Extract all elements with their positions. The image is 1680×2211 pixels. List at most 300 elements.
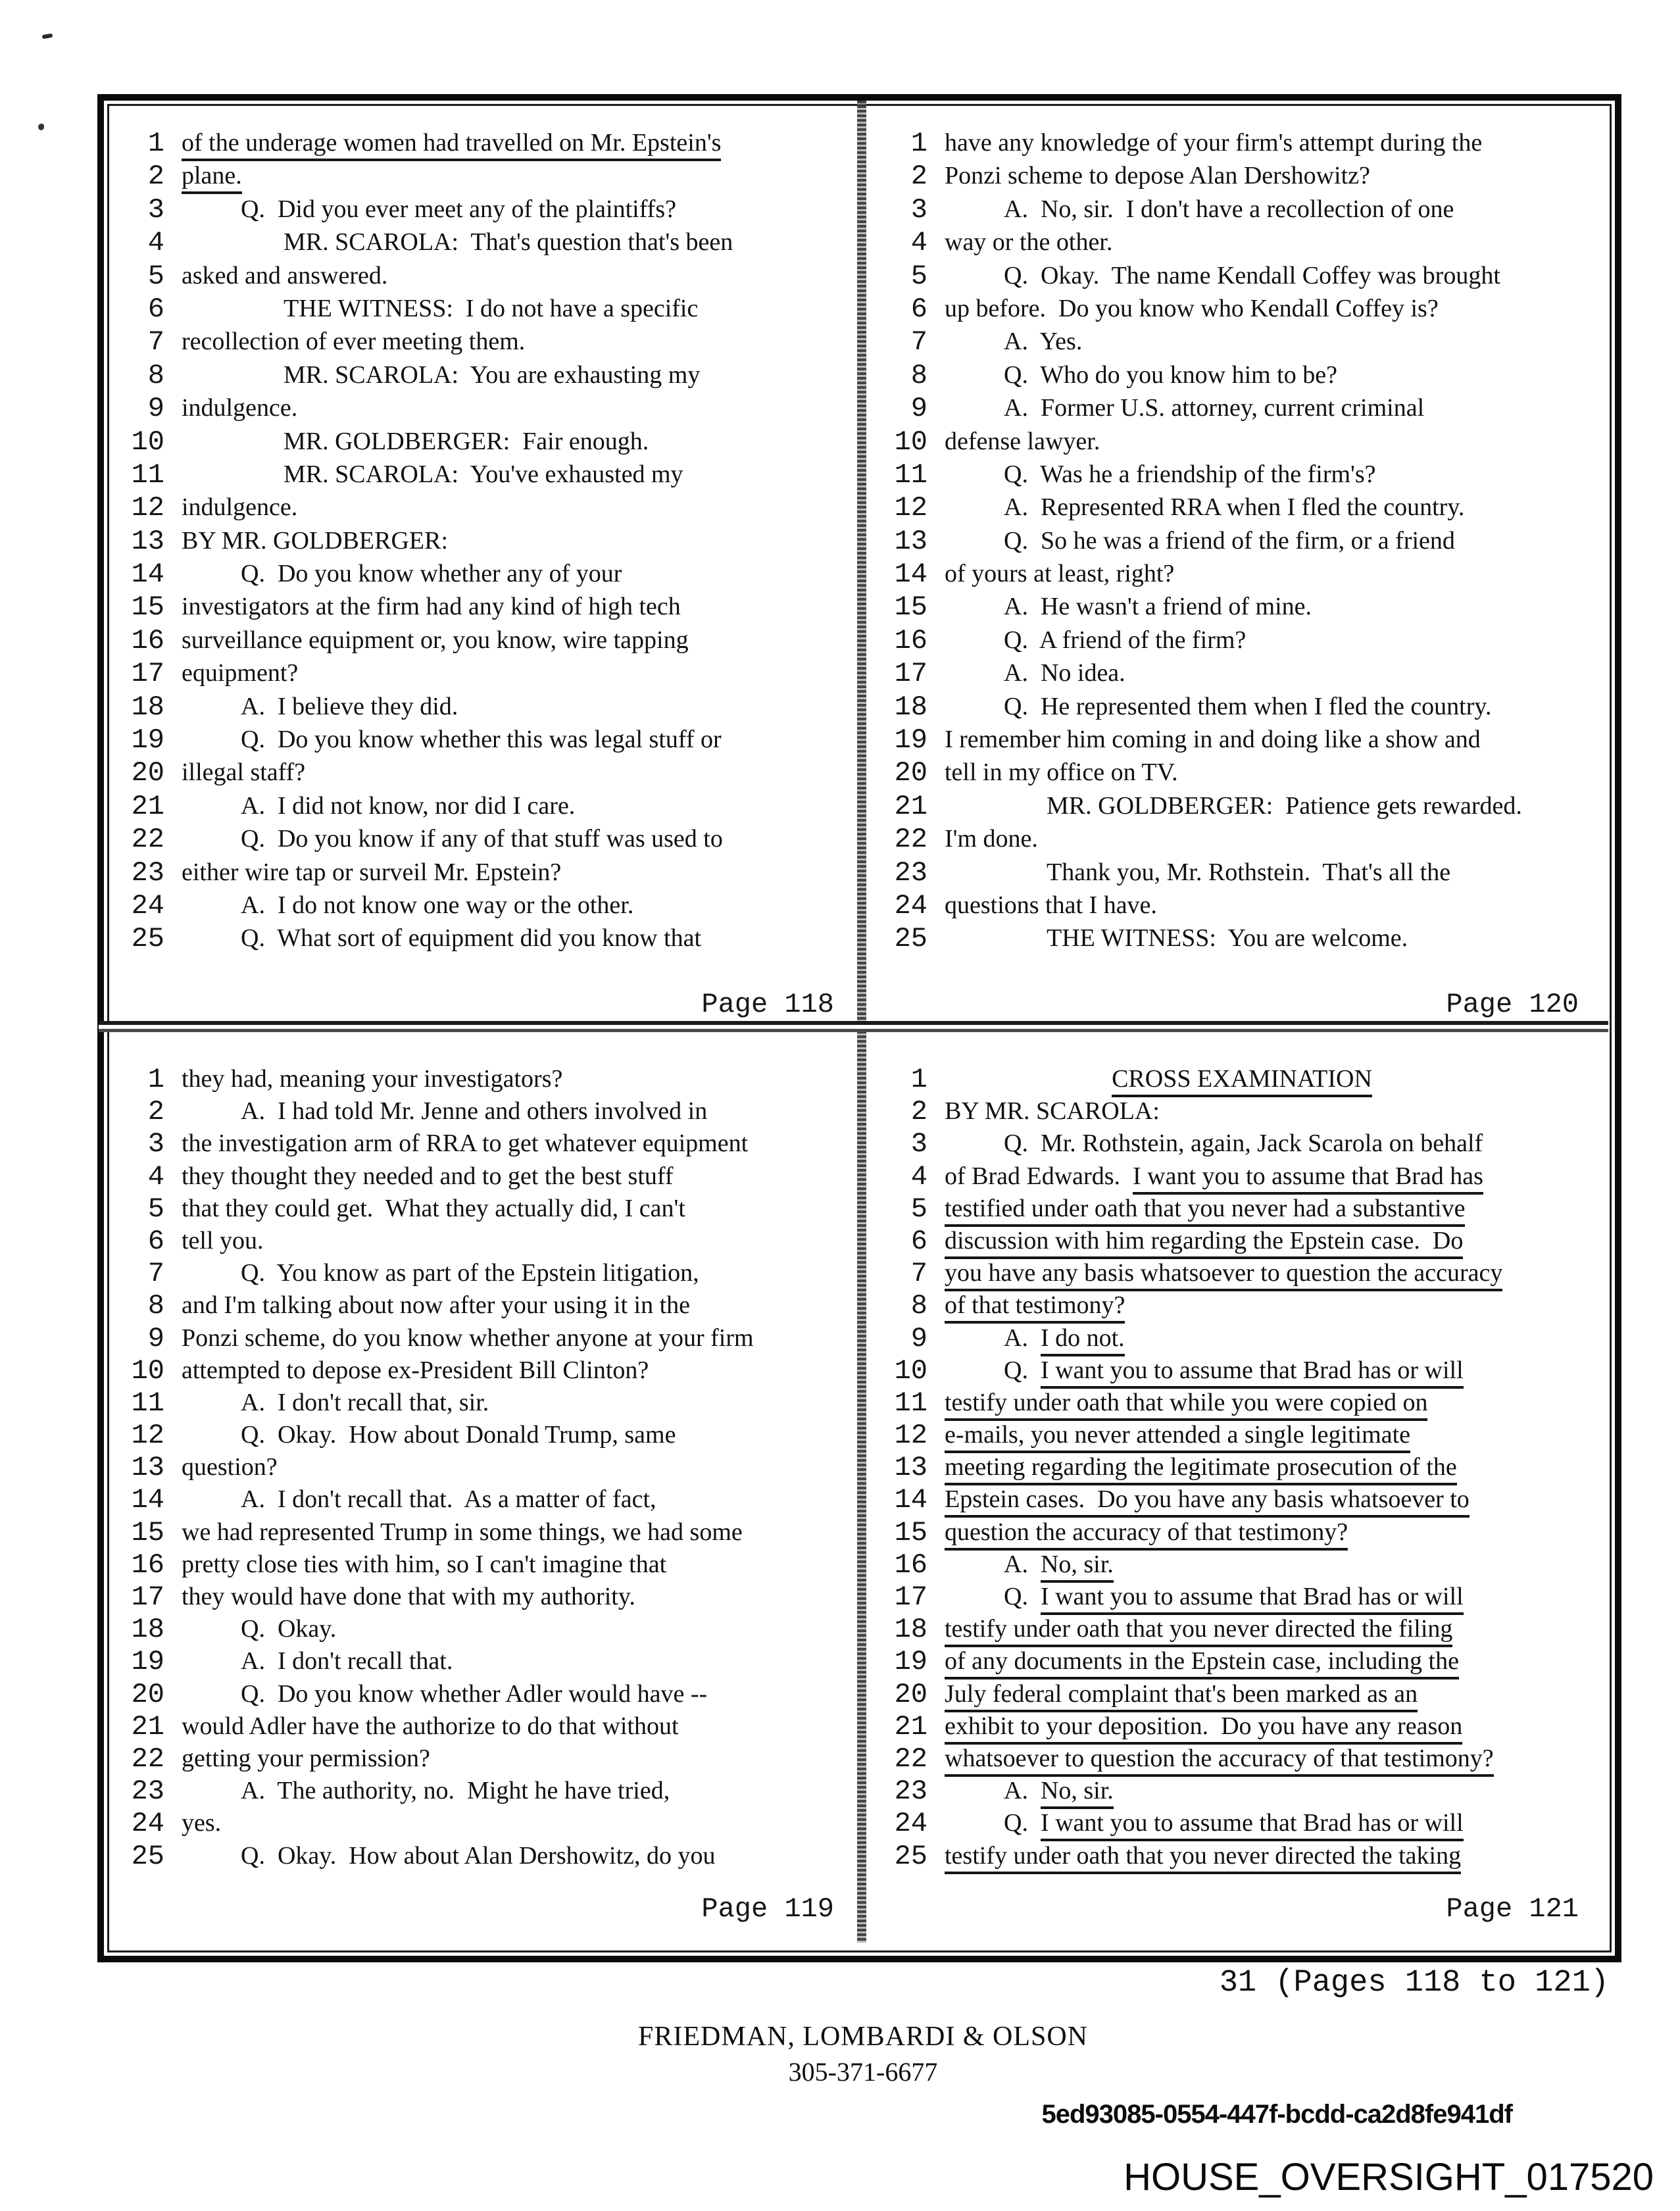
text-segment: indulgence. bbox=[182, 493, 298, 522]
line-text bbox=[945, 1358, 1598, 1383]
line-number: 12 bbox=[894, 492, 927, 524]
line-number: 9 bbox=[147, 1322, 164, 1354]
line-number: 17 bbox=[131, 1581, 164, 1613]
text-segment: THE WITNESS: I do not have a specific bbox=[284, 294, 699, 322]
line-number: 18 bbox=[894, 691, 927, 723]
line-text bbox=[945, 594, 1598, 619]
line-text bbox=[945, 1810, 1598, 1835]
underlined-text: No, sir. bbox=[1041, 1777, 1114, 1809]
transcript-line bbox=[107, 624, 854, 660]
transcript-line bbox=[107, 1583, 854, 1616]
line-text bbox=[182, 893, 854, 918]
line-text bbox=[182, 1228, 854, 1253]
line-number: 24 bbox=[894, 889, 927, 922]
line-number: 20 bbox=[894, 757, 927, 789]
line-text bbox=[945, 1131, 1598, 1156]
line-number: 1 bbox=[910, 128, 927, 159]
line-number: 8 bbox=[910, 359, 927, 391]
line-text bbox=[182, 1649, 854, 1674]
text-segment: Ponzi scheme, do you know whether anyone at your firm bbox=[182, 1324, 754, 1352]
line-number: 12 bbox=[894, 1420, 927, 1452]
line-number: 6 bbox=[147, 1225, 164, 1257]
transcript-line bbox=[870, 1616, 1598, 1648]
transcript-line bbox=[107, 328, 854, 361]
line-number: 9 bbox=[147, 393, 164, 425]
text-segment: would Adler have the authorize to do that without bbox=[182, 1712, 679, 1740]
text-segment: Q. Okay. How about Donald Trump, same bbox=[241, 1421, 676, 1449]
text-segment: A. I do not know one way or the other. bbox=[241, 891, 634, 919]
transcript-line bbox=[870, 624, 1598, 660]
line-text bbox=[182, 826, 854, 851]
transcript-line bbox=[107, 790, 854, 826]
page-label: Page 121 bbox=[1446, 1893, 1579, 1925]
text-segment: Q. A friend of the firm? bbox=[1004, 626, 1247, 654]
line-text bbox=[945, 1616, 1598, 1641]
text-segment: they thought they needed and to get the best stuff bbox=[182, 1162, 674, 1190]
transcript-line bbox=[107, 1322, 854, 1357]
line-text bbox=[945, 230, 1598, 255]
text-segment: way or the other. bbox=[945, 228, 1113, 257]
text-segment: they had, meaning your investigators? bbox=[182, 1065, 563, 1093]
transcript-line bbox=[870, 130, 1598, 162]
line-text bbox=[182, 793, 854, 818]
text-segment: Q. Do you know whether Adler would have -- bbox=[241, 1679, 708, 1708]
line-number: 15 bbox=[131, 591, 164, 624]
line-number: 19 bbox=[131, 724, 164, 757]
text-segment: tell you. bbox=[182, 1226, 264, 1255]
transcript-line bbox=[870, 1422, 1598, 1454]
transcript-line bbox=[107, 726, 854, 759]
line-number: 7 bbox=[147, 1258, 164, 1290]
line-number: 12 bbox=[131, 1420, 164, 1452]
transcript-line bbox=[107, 1616, 854, 1648]
text-segment: defense lawyer. bbox=[945, 427, 1100, 455]
underlined-text: testify under oath that while you were copied on bbox=[945, 1389, 1427, 1421]
underlined-text: I do not. bbox=[1041, 1324, 1125, 1356]
line-text bbox=[945, 263, 1598, 288]
line-text bbox=[945, 462, 1598, 487]
transcript-line bbox=[870, 790, 1598, 826]
line-text bbox=[182, 1778, 854, 1803]
line-text bbox=[182, 1326, 854, 1351]
page-label: Page 120 bbox=[1446, 988, 1579, 1020]
transcript-line bbox=[870, 1710, 1598, 1745]
text-segment: and I'm talking about now after your using it in the bbox=[182, 1291, 691, 1320]
pages-range-label: 31 (Pages 118 to 121) bbox=[1219, 1966, 1609, 2000]
line-text bbox=[945, 362, 1598, 387]
transcript-line bbox=[870, 1486, 1598, 1518]
line-number: 24 bbox=[894, 1808, 927, 1840]
transcript-line bbox=[870, 494, 1598, 527]
transcript-line bbox=[107, 925, 854, 958]
underlined-text: July federal complaint that's been marked as an bbox=[945, 1680, 1418, 1712]
transcript-line bbox=[107, 1454, 854, 1486]
transcript-line bbox=[870, 1840, 1598, 1875]
court-reporter-firm: FRIEDMAN, LOMBARDI & OLSON bbox=[637, 2022, 1089, 2052]
text-segment: have any knowledge of your firm's attempt during the bbox=[945, 129, 1483, 157]
line-text bbox=[182, 130, 854, 155]
line-number: 17 bbox=[131, 658, 164, 690]
line-text bbox=[182, 926, 854, 951]
transcript-line bbox=[870, 593, 1598, 626]
line-number: 6 bbox=[910, 1225, 927, 1257]
line-number: 2 bbox=[910, 1096, 927, 1128]
court-reporter-phone: 305-371-6677 bbox=[788, 2057, 938, 2087]
underlined-text: question the accuracy of that testimony? bbox=[945, 1518, 1348, 1551]
line-text bbox=[945, 197, 1598, 222]
line-text bbox=[182, 727, 854, 752]
transcript-line bbox=[107, 1292, 854, 1324]
text-segment: Q. Okay. bbox=[241, 1615, 337, 1643]
transcript-line bbox=[107, 1422, 854, 1454]
text-segment: Q. Was he a friendship of the firm's? bbox=[1004, 460, 1376, 488]
transcript-line bbox=[870, 560, 1598, 593]
transcript-line bbox=[870, 1583, 1598, 1616]
text-segment: A. I had told Mr. Jenne and others involved in bbox=[241, 1097, 708, 1126]
transcript-line bbox=[870, 461, 1598, 494]
transcript-line bbox=[870, 193, 1598, 229]
line-number: 20 bbox=[131, 1678, 164, 1710]
underlined-text: meeting regarding the legitimate prosecution of the bbox=[945, 1453, 1457, 1485]
underlined-text: No, sir. bbox=[1041, 1551, 1114, 1583]
line-number: 19 bbox=[131, 1646, 164, 1678]
transcript-line bbox=[870, 859, 1598, 892]
underlined-text: I want you to assume that Brad has or will bbox=[1041, 1356, 1464, 1389]
text-segment: A. No idea. bbox=[1004, 659, 1125, 687]
line-text bbox=[182, 1487, 854, 1512]
underlined-text: of that testimony? bbox=[945, 1291, 1125, 1324]
text-segment: A. bbox=[1004, 1777, 1041, 1805]
transcript-line bbox=[870, 826, 1598, 858]
line-number: 3 bbox=[910, 1128, 927, 1160]
text-segment: illegal staff? bbox=[182, 758, 306, 787]
line-number: 16 bbox=[894, 1549, 927, 1581]
line-number: 25 bbox=[131, 1840, 164, 1872]
line-text bbox=[182, 1616, 854, 1641]
transcript-line bbox=[107, 560, 854, 593]
line-text bbox=[945, 694, 1598, 719]
line-text bbox=[182, 1358, 854, 1383]
transcript-line bbox=[107, 1130, 854, 1162]
text-segment: A. I don't recall that. As a matter of fact, bbox=[241, 1485, 656, 1514]
transcript-line bbox=[870, 1810, 1598, 1842]
transcript-line bbox=[107, 1777, 854, 1810]
transcript-line bbox=[870, 726, 1598, 759]
transcript-line bbox=[870, 660, 1598, 693]
transcript-line bbox=[870, 1292, 1598, 1324]
line-text bbox=[182, 1260, 854, 1285]
line-number: 21 bbox=[894, 1710, 927, 1743]
transcript-line bbox=[870, 1066, 1598, 1098]
underlined-text: whatsoever to question the accuracy of that testimony? bbox=[945, 1745, 1494, 1777]
line-text bbox=[182, 1066, 854, 1091]
transcript-line bbox=[107, 1160, 854, 1195]
scan-artifact bbox=[38, 124, 44, 130]
line-text bbox=[945, 1164, 1598, 1189]
text-segment: BY MR. SCAROLA: bbox=[945, 1097, 1160, 1126]
text-segment: Q. bbox=[1004, 1583, 1041, 1610]
transcript-line bbox=[107, 295, 854, 328]
line-text bbox=[945, 1422, 1598, 1447]
underlined-text: Epstein cases. Do you have any basis whatsoever to bbox=[945, 1485, 1470, 1518]
text-segment: they would have done that with my authority. bbox=[182, 1583, 635, 1610]
transcript-line bbox=[107, 229, 854, 262]
line-number: 9 bbox=[910, 1322, 927, 1354]
text-segment: the investigation arm of RRA to get whatever equipment bbox=[182, 1130, 749, 1158]
line-number: 22 bbox=[131, 1743, 164, 1775]
line-number: 11 bbox=[131, 1387, 164, 1419]
transcript-line bbox=[107, 1810, 854, 1842]
line-number: 8 bbox=[147, 1290, 164, 1322]
transcript-lines bbox=[870, 130, 1598, 958]
text-segment: Q. He represented them when I fled the country. bbox=[1004, 692, 1492, 720]
page-label: Page 118 bbox=[701, 988, 834, 1020]
transcript-line bbox=[870, 693, 1598, 726]
transcript-line bbox=[870, 1260, 1598, 1292]
line-text bbox=[945, 1196, 1598, 1221]
transcript-line bbox=[870, 1678, 1598, 1713]
text-segment: A. I believe they did. bbox=[241, 692, 458, 720]
line-text bbox=[945, 1487, 1598, 1512]
transcript-page-118 bbox=[107, 102, 854, 1047]
line-number: 5 bbox=[910, 260, 927, 292]
transcript-line bbox=[870, 1551, 1598, 1583]
line-number: 19 bbox=[894, 1646, 927, 1678]
page-label: Page 119 bbox=[701, 1893, 834, 1925]
line-text bbox=[945, 429, 1598, 454]
text-segment: asked and answered. bbox=[182, 261, 388, 289]
line-number: 3 bbox=[147, 1128, 164, 1160]
line-text bbox=[945, 1454, 1598, 1479]
text-segment: Q. bbox=[1004, 1809, 1041, 1837]
line-number: 23 bbox=[131, 1776, 164, 1808]
line-number: 17 bbox=[894, 1581, 927, 1613]
transcript-line bbox=[107, 1516, 854, 1551]
text-segment: recollection of ever meeting them. bbox=[182, 328, 526, 356]
line-text bbox=[182, 561, 854, 586]
line-number: 24 bbox=[131, 1808, 164, 1840]
line-number: 1 bbox=[147, 128, 164, 159]
transcript-line bbox=[107, 162, 854, 195]
line-text bbox=[945, 1293, 1598, 1318]
text-segment: tell in my office on TV. bbox=[945, 758, 1178, 787]
line-text bbox=[182, 362, 854, 387]
line-text bbox=[945, 1778, 1598, 1803]
underlined-text: of any documents in the Epstein case, including the bbox=[945, 1647, 1459, 1679]
transcript-line bbox=[107, 1225, 854, 1260]
line-number: 15 bbox=[894, 1516, 927, 1549]
line-text bbox=[182, 1746, 854, 1771]
line-text bbox=[945, 727, 1598, 752]
line-text bbox=[945, 1552, 1598, 1577]
line-text bbox=[182, 395, 854, 420]
line-text bbox=[182, 660, 854, 685]
transcript-line bbox=[870, 359, 1598, 395]
line-number: 7 bbox=[910, 1258, 927, 1290]
line-number: 12 bbox=[131, 492, 164, 524]
text-segment: up before. Do you know who Kendall Coffey is? bbox=[945, 294, 1439, 322]
transcript-line bbox=[107, 1260, 854, 1292]
line-number: 13 bbox=[131, 1452, 164, 1484]
line-number: 22 bbox=[131, 824, 164, 856]
text-segment: Q. Do you know whether any of your bbox=[241, 560, 622, 588]
line-text bbox=[945, 1326, 1598, 1351]
line-text bbox=[182, 263, 854, 288]
line-text bbox=[945, 296, 1598, 321]
underlined-text: of the underage women had travelled on Mr. Epstein's bbox=[182, 129, 721, 161]
line-number: 13 bbox=[894, 525, 927, 557]
line-text bbox=[945, 495, 1598, 520]
line-number: 11 bbox=[894, 1387, 927, 1419]
line-text bbox=[945, 1390, 1598, 1415]
line-text bbox=[182, 495, 854, 520]
line-number: 3 bbox=[147, 193, 164, 226]
text-segment: Q. Mr. Rothstein, again, Jack Scarola on behalf bbox=[1004, 1130, 1483, 1158]
text-segment: of yours at least, right? bbox=[945, 560, 1175, 588]
text-segment: Q. So he was a friend of the firm, or a friend bbox=[1004, 526, 1455, 555]
text-segment: of Brad Edwards. bbox=[945, 1162, 1133, 1190]
transcript-line bbox=[870, 1195, 1598, 1228]
line-text bbox=[945, 163, 1598, 188]
line-number: 10 bbox=[131, 1354, 164, 1387]
text-segment: yes. bbox=[182, 1809, 222, 1837]
underlined-text: testified under oath that you never had a substantive bbox=[945, 1195, 1465, 1227]
line-number: 14 bbox=[131, 1484, 164, 1516]
line-text bbox=[182, 1681, 854, 1706]
text-segment: Q. Did you ever meet any of the plaintiffs? bbox=[241, 195, 676, 223]
line-number: 15 bbox=[131, 1516, 164, 1549]
transcript-line bbox=[870, 759, 1598, 792]
underlined-text: CROSS EXAMINATION bbox=[1112, 1065, 1372, 1097]
line-text bbox=[182, 429, 854, 454]
transcript-lines bbox=[870, 1066, 1598, 1875]
text-segment: A. Represented RRA when I fled the country. bbox=[1004, 493, 1465, 522]
line-number: 16 bbox=[894, 624, 927, 657]
scan-artifact bbox=[42, 34, 53, 39]
line-number: 6 bbox=[147, 293, 164, 325]
transcript-line bbox=[870, 1130, 1598, 1162]
bates-number: HOUSE_OVERSIGHT_017520 bbox=[1124, 2156, 1654, 2199]
line-number: 10 bbox=[894, 426, 927, 458]
transcript-line bbox=[870, 1225, 1598, 1260]
line-text bbox=[945, 1843, 1598, 1868]
line-text bbox=[182, 1584, 854, 1609]
line-text bbox=[182, 1422, 854, 1447]
line-number: 2 bbox=[147, 161, 164, 193]
line-text bbox=[182, 1552, 854, 1577]
text-segment: Ponzi scheme to depose Alan Dershowitz? bbox=[945, 162, 1370, 190]
line-text bbox=[182, 296, 854, 321]
line-text bbox=[182, 694, 854, 719]
line-text bbox=[182, 1714, 854, 1739]
line-number: 2 bbox=[147, 1096, 164, 1128]
line-number: 1 bbox=[147, 1064, 164, 1095]
line-text bbox=[182, 230, 854, 255]
line-text bbox=[945, 1099, 1598, 1124]
line-text bbox=[182, 163, 854, 188]
line-number: 13 bbox=[131, 525, 164, 557]
line-text bbox=[945, 1584, 1598, 1609]
line-number: 18 bbox=[131, 691, 164, 723]
underlined-text: you have any basis whatsoever to question the accuracy bbox=[945, 1259, 1502, 1291]
line-number: 10 bbox=[894, 1354, 927, 1387]
line-number: 4 bbox=[910, 227, 927, 259]
transcript-line bbox=[870, 162, 1598, 195]
transcript-line bbox=[107, 494, 854, 527]
text-segment: THE WITNESS: You are welcome. bbox=[1047, 924, 1408, 953]
line-number: 23 bbox=[894, 857, 927, 889]
transcript-line bbox=[870, 1354, 1598, 1389]
line-number: 11 bbox=[894, 459, 927, 491]
text-segment: Thank you, Mr. Rothstein. That's all the bbox=[1047, 858, 1451, 886]
transcript-line bbox=[870, 1322, 1598, 1357]
line-number: 8 bbox=[910, 1290, 927, 1322]
text-segment: MR. SCAROLA: You've exhausted my bbox=[284, 460, 683, 488]
text-segment: Q. bbox=[1004, 1356, 1041, 1384]
transcript-page-119 bbox=[107, 1037, 854, 1967]
underlined-text: I want you to assume that Brad has or will bbox=[1041, 1809, 1464, 1841]
document-id: 5ed93085-0554-447f-bcdd-ca2d8fe941df bbox=[1041, 2100, 1512, 2129]
text-segment: MR. GOLDBERGER: Fair enough. bbox=[284, 427, 649, 455]
line-text bbox=[182, 1099, 854, 1124]
text-segment: A. bbox=[1004, 1550, 1041, 1578]
text-segment: investigators at the firm had any kind of high tech bbox=[182, 593, 681, 621]
line-number: 4 bbox=[147, 227, 164, 259]
line-number: 18 bbox=[131, 1614, 164, 1646]
transcript-line bbox=[107, 1195, 854, 1228]
line-number: 11 bbox=[131, 459, 164, 491]
line-text bbox=[945, 1681, 1598, 1706]
line-text bbox=[182, 1390, 854, 1415]
transcript-line bbox=[107, 1840, 854, 1875]
transcript-line bbox=[107, 1710, 854, 1745]
transcript-line bbox=[107, 1098, 854, 1130]
text-segment: A. I don't recall that. bbox=[241, 1647, 453, 1676]
underlined-text: discussion with him regarding the Epstein case. Do bbox=[945, 1227, 1463, 1259]
line-number: 20 bbox=[894, 1678, 927, 1710]
line-number: 8 bbox=[147, 359, 164, 391]
transcript-line bbox=[107, 193, 854, 229]
line-number: 19 bbox=[894, 724, 927, 757]
transcript-line bbox=[870, 925, 1598, 958]
transcript-line bbox=[107, 1551, 854, 1583]
line-number: 22 bbox=[894, 824, 927, 856]
text-segment: question? bbox=[182, 1453, 278, 1481]
transcript-lines bbox=[107, 1066, 854, 1875]
transcript-line bbox=[107, 1389, 854, 1422]
line-text bbox=[182, 1520, 854, 1545]
text-segment: A. Former U.S. attorney, current criminal bbox=[1004, 394, 1425, 422]
underlined-text: plane. bbox=[182, 162, 242, 194]
line-text bbox=[945, 660, 1598, 685]
text-segment: we had represented Trump in some things, we had some bbox=[182, 1518, 743, 1546]
transcript-line bbox=[870, 229, 1598, 262]
text-segment: that they could get. What they actually did, I can't bbox=[182, 1194, 685, 1222]
line-number: 18 bbox=[894, 1614, 927, 1646]
text-segment: A. I did not know, nor did I care. bbox=[241, 791, 576, 820]
line-number: 9 bbox=[910, 393, 927, 425]
line-number: 25 bbox=[131, 923, 164, 955]
line-text bbox=[945, 860, 1598, 885]
transcript-line bbox=[870, 428, 1598, 461]
text-segment: either wire tap or surveil Mr. Epstein? bbox=[182, 858, 562, 886]
line-text bbox=[945, 528, 1598, 553]
underlined-text: I want you to assume that Brad has or will bbox=[1041, 1583, 1464, 1615]
transcript-line bbox=[870, 1098, 1598, 1130]
line-number: 6 bbox=[910, 293, 927, 325]
line-number: 1 bbox=[910, 1064, 927, 1095]
line-text bbox=[182, 462, 854, 487]
